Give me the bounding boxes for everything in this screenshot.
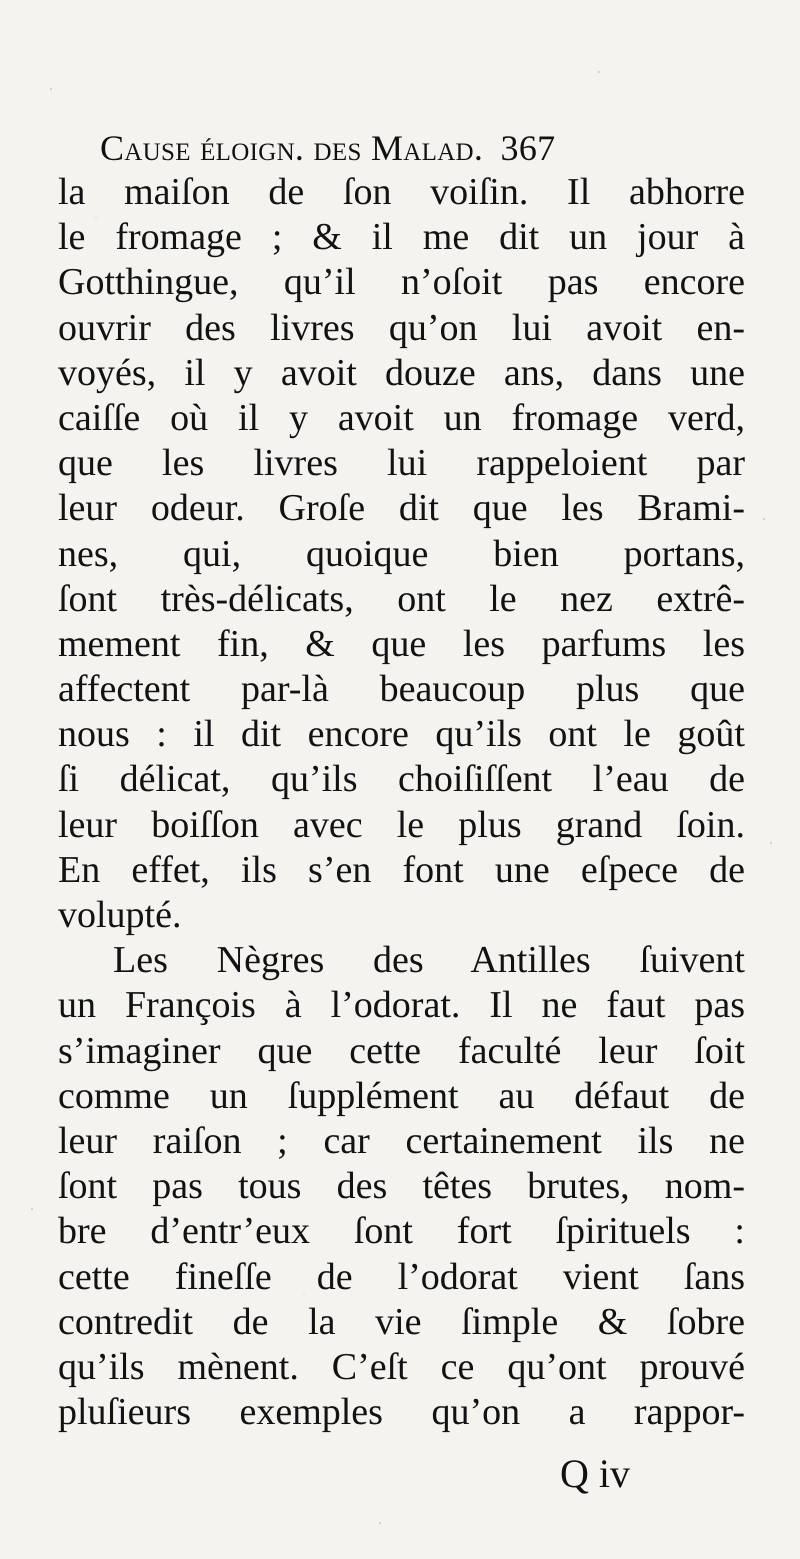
text-line: ouvrir des livres qu’on lui avoit en-	[58, 306, 745, 349]
text-line: mement fin, & que les parfums les	[58, 622, 745, 665]
text-line: cette fineſſe de l’odorat vient ſans	[58, 1255, 745, 1298]
text-line: leur raiſon ; car certainement ils ne	[58, 1119, 745, 1162]
text-line: nous : il dit encore qu’ils ont le goût	[58, 713, 745, 756]
text-line: bre d’entr’eux ſont fort ſpirituels :	[58, 1210, 745, 1253]
body-text	[58, 170, 745, 1435]
paper-speck	[598, 71, 600, 73]
text-line: volupté.	[58, 894, 182, 936]
text-line: ſi délicat, qu’ils choiſiſſent l’eau de	[58, 758, 745, 801]
text-line: leur boiſſon avec le plus grand ſoin.	[58, 803, 745, 846]
text-line: ſont très-délicats, ont le nez extrê-	[58, 577, 745, 620]
running-head	[100, 126, 740, 170]
paper-speck	[770, 842, 772, 844]
text-line: leur odeur. Groſe dit que les Brami-	[58, 487, 745, 530]
text-line: affectent par-là beaucoup plus que	[58, 668, 745, 711]
page-number: 367	[500, 128, 556, 168]
text-line: Les Nègres des Antilles ſuivent	[113, 939, 745, 982]
text-line: Gotthingue, qu’il n’oſoit pas encore	[58, 261, 745, 304]
paper-speck	[763, 518, 765, 520]
paper-speck	[31, 1208, 33, 1210]
text-line: contredit de la vie ſimple & ſobre	[58, 1300, 745, 1343]
paper-speck	[50, 88, 52, 90]
text-line: nes, qui, quoique bien portans,	[58, 532, 745, 575]
text-line: le fromage ; & il me dit un jour à	[58, 216, 745, 259]
text-line: caiſſe où il y avoit un fromage verd,	[58, 396, 745, 439]
signature-mark: Q iv	[560, 1451, 630, 1496]
text-line: voyés, il y avoit douze ans, dans une	[58, 351, 745, 394]
text-line: la maiſon de ſon voiſin. Il abhorre	[58, 171, 745, 213]
text-line: comme un ſupplément au défaut de	[58, 1074, 745, 1117]
text-line: En effet, ils s’en font une eſpece de	[58, 848, 745, 891]
paper-speck	[379, 1522, 381, 1524]
text-line: pluſieurs exemples qu’on a rappor-	[58, 1391, 745, 1434]
text-line: ſont pas tous des têtes brutes, nom-	[58, 1165, 745, 1208]
text-line: s’imaginer que cette faculté leur ſoit	[58, 1029, 745, 1072]
text-line: que les livres lui rappeloient par	[58, 442, 745, 485]
text-line: qu’ils mènent. C’eſt ce qu’ont prouvé	[58, 1345, 745, 1388]
text-line: un François à l’odorat. Il ne faut pas	[58, 984, 745, 1027]
running-title: Cause éloign. des Malad.	[100, 128, 484, 168]
